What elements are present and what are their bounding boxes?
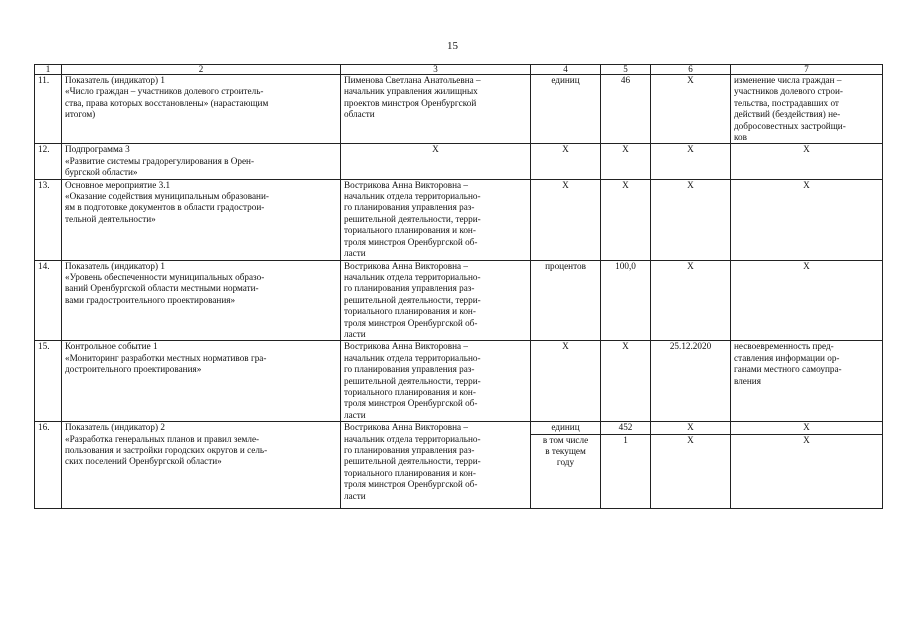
deadline: Х xyxy=(651,179,731,260)
text-line: «Мониторинг разработки местных нормативов гра- xyxy=(65,352,267,363)
text-line: добросовестных застройщи- xyxy=(734,120,846,131)
row-number: 13. xyxy=(35,179,62,260)
text-line: бургской области» xyxy=(65,167,138,178)
value: 452 xyxy=(601,422,651,434)
text-line: ских поселений Оренбургской области» xyxy=(65,456,222,467)
text-line: Вострикова Анна Викторовна – xyxy=(344,422,468,433)
value: 100,0 xyxy=(601,260,651,341)
text-line: «Развитие системы градорегулирования в Орен- xyxy=(65,155,255,166)
text-line: итогом) xyxy=(65,109,96,120)
text-line: Основное мероприятие 3.1 xyxy=(65,179,171,190)
deadline: Х xyxy=(651,422,731,434)
text-line: начальник отдела территориально- xyxy=(344,191,481,202)
text-line: решительной деятельности, терри- xyxy=(344,375,481,386)
value: 1 xyxy=(601,434,651,508)
text-line: в текущем xyxy=(545,446,586,456)
text-line: пользования и застройки городских округов и сель- xyxy=(65,445,268,455)
text-line: «Уровень обеспеченности муниципальных образо- xyxy=(65,271,265,282)
item-name xyxy=(62,75,341,144)
consequence: Х xyxy=(731,260,883,341)
text-line: ториального планирования и кон- xyxy=(344,467,476,478)
page-number: 15 xyxy=(447,40,458,52)
consequence xyxy=(731,75,883,144)
header-row xyxy=(35,65,883,75)
unit xyxy=(531,434,601,508)
row-number: 16. xyxy=(35,422,62,508)
text-line: начальник отдела территориально- xyxy=(344,433,481,444)
text-line: Показатель (индикатор) 1 xyxy=(65,75,165,85)
table-row xyxy=(35,75,883,144)
text-line: «Разработка генеральных планов и правил земле- xyxy=(65,433,260,444)
row-number: 11. xyxy=(35,75,62,144)
item-name xyxy=(62,341,341,422)
text-line: действий (бездействия) не- xyxy=(734,109,841,120)
responsible xyxy=(341,260,531,341)
unit: процентов xyxy=(531,260,601,341)
text-line: Подпрограмма 3 xyxy=(65,144,130,155)
text-line: начальник отдела территориально- xyxy=(344,271,481,282)
table-row xyxy=(35,260,883,341)
program-table xyxy=(34,64,883,509)
header-cell: 5 xyxy=(601,65,651,75)
text-line: ганами местного самоупра- xyxy=(734,364,842,375)
text-line: в том числе xyxy=(542,434,589,445)
text-line: го планирования управления раз- xyxy=(344,364,475,375)
text-line: вами градостроительного проектирования» xyxy=(65,294,236,305)
text-line: ласти xyxy=(344,490,366,501)
text-line: году xyxy=(556,457,575,468)
consequence: Х xyxy=(731,179,883,260)
unit: единиц xyxy=(531,422,601,434)
text-line: троля минстроя Оренбургской об- xyxy=(344,479,478,490)
text-line: несвоевременность пред- xyxy=(734,341,834,352)
text-line: области xyxy=(344,109,375,120)
responsible xyxy=(341,75,531,144)
deadline: Х xyxy=(651,434,731,508)
item-name xyxy=(62,179,341,260)
responsible: Х xyxy=(341,144,531,179)
text-line: начальник отдела территориально- xyxy=(344,352,481,363)
table-row xyxy=(35,144,883,179)
text-line: ваний Оренбургской области местными нормати- xyxy=(65,283,259,294)
text-line: Вострикова Анна Викторовна – xyxy=(344,341,468,352)
deadline: Х xyxy=(651,260,731,341)
text-line: троля минстроя Оренбургской об- xyxy=(344,236,478,247)
text-line: Вострикова Анна Викторовна – xyxy=(344,260,468,271)
value: Х xyxy=(601,144,651,179)
unit: Х xyxy=(531,341,601,422)
text-line: Вострикова Анна Викторовна – xyxy=(344,179,468,190)
table-row xyxy=(35,422,883,434)
header-cell: 4 xyxy=(531,65,601,75)
text-line: Пименова Светлана Анатольевна – xyxy=(344,75,481,85)
text-line: Контрольное событие 1 xyxy=(65,341,158,352)
consequence: Х xyxy=(731,422,883,434)
text-line: троля минстроя Оренбургской об- xyxy=(344,317,478,328)
table-row xyxy=(35,179,883,260)
text-line: ков xyxy=(734,132,747,143)
responsible xyxy=(341,422,531,508)
text-line: ториального планирования и кон- xyxy=(344,386,476,397)
header-cell: 2 xyxy=(62,65,341,75)
text-line: го планирования управления раз- xyxy=(344,445,475,455)
text-line: го планирования управления раз- xyxy=(344,283,475,294)
text-line: тельной деятельности» xyxy=(65,213,156,224)
consequence: Х xyxy=(731,144,883,179)
text-line: «Оказание содействия муниципальным образовани- xyxy=(65,191,269,202)
consequence: Х xyxy=(731,434,883,508)
value: Х xyxy=(601,179,651,260)
table-row xyxy=(35,341,883,422)
text-line: решительной деятельности, терри- xyxy=(344,294,481,305)
item-name xyxy=(62,260,341,341)
text-line: начальник управления жилищных xyxy=(344,86,478,97)
row-number: 15. xyxy=(35,341,62,422)
deadline: Х xyxy=(651,144,731,179)
responsible xyxy=(341,341,531,422)
deadline: Х xyxy=(651,75,731,144)
text-line: тельства, пострадавших от xyxy=(734,97,839,108)
value: Х xyxy=(601,341,651,422)
text-line: ставления информации ор- xyxy=(734,352,840,363)
text-line: решительной деятельности, терри- xyxy=(344,456,481,467)
row-number: 12. xyxy=(35,144,62,179)
text-line: троля минстроя Оренбургской об- xyxy=(344,398,478,409)
text-line: ториального планирования и кон- xyxy=(344,306,476,317)
text-line: Показатель (индикатор) 2 xyxy=(65,422,165,433)
text-line: достроительного проектирования» xyxy=(65,364,202,375)
unit: Х xyxy=(531,179,601,260)
item-name xyxy=(62,144,341,179)
row-number: 14. xyxy=(35,260,62,341)
header-cell: 3 xyxy=(341,65,531,75)
consequence xyxy=(731,341,883,422)
table-body xyxy=(35,65,883,509)
header-cell: 6 xyxy=(651,65,731,75)
text-line: ласти xyxy=(344,328,366,339)
text-line: проектов минстроя Оренбургской xyxy=(344,97,477,108)
text-line: участников долевого строи- xyxy=(734,86,843,97)
text-line: изменение числа граждан – xyxy=(734,75,842,85)
deadline: 25.12.2020 xyxy=(651,341,731,422)
text-line: ласти xyxy=(344,409,366,420)
responsible xyxy=(341,179,531,260)
text-line: Показатель (индикатор) 1 xyxy=(65,260,165,271)
text-line: ториального планирования и кон- xyxy=(344,225,476,236)
item-name xyxy=(62,422,341,508)
header-cell: 7 xyxy=(731,65,883,75)
text-line: решительной деятельности, терри- xyxy=(344,213,481,224)
unit: Х xyxy=(531,144,601,179)
text-line: ям в подготовке документов в области градострои- xyxy=(65,202,265,213)
text-line: вления xyxy=(734,375,761,386)
text-line: ласти xyxy=(344,248,366,259)
value: 46 xyxy=(601,75,651,144)
header-cell: 1 xyxy=(35,65,62,75)
unit: единиц xyxy=(531,75,601,144)
text-line: го планирования управления раз- xyxy=(344,202,475,213)
text-line: ства, права которых восстановлены» (нарастающим xyxy=(65,97,269,108)
text-line: «Число граждан – участников долевого строитель- xyxy=(65,86,264,97)
